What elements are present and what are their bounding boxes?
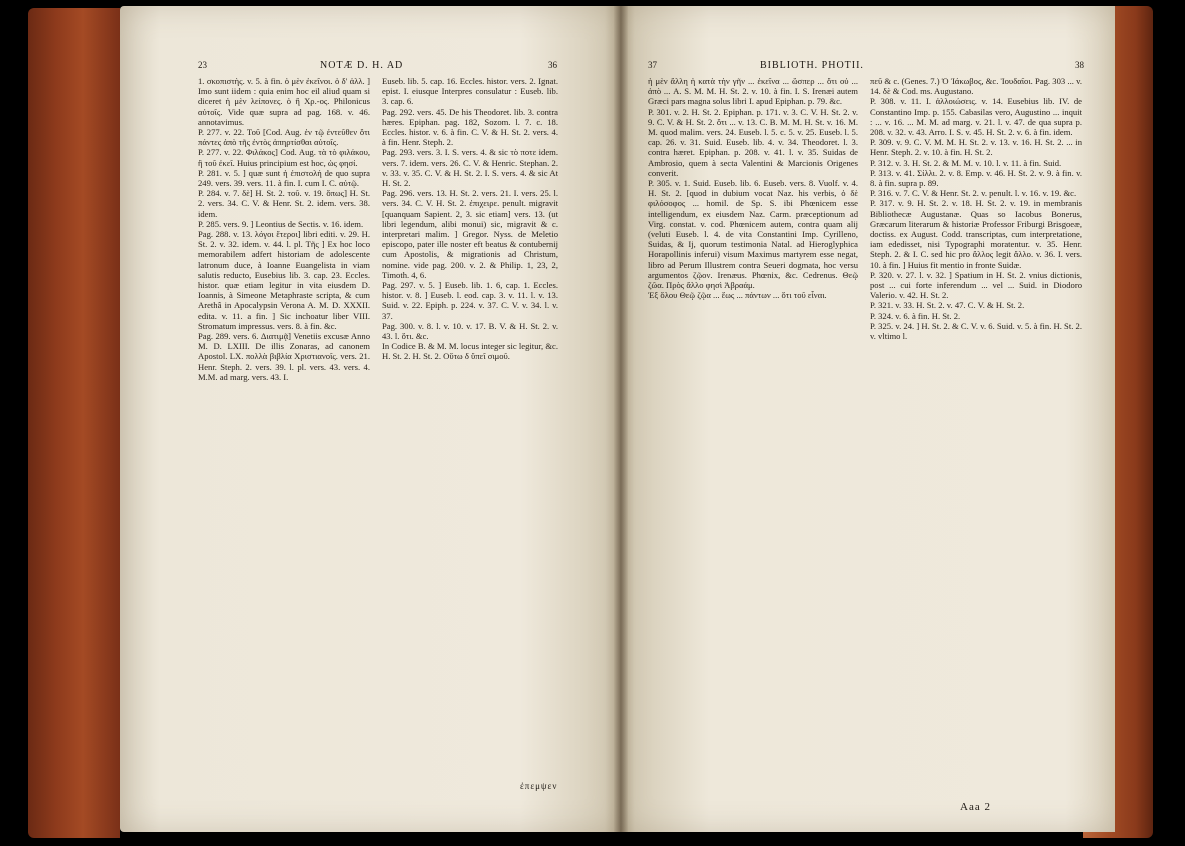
text-paragraph: Pag. 300. v. 8. l. v. 10. v. 17. B. V. & H. St. 2. v. 43. l. ὅτι. &c. — [382, 320, 558, 342]
left-page-number: 23 — [198, 60, 207, 70]
text-paragraph: Pag. 297. v. 5. ] Euseb. lib. 1. 6, cap. 1. Eccles. histor. v. 8. ] Euseb. l. eod. cap. 3. v. 11. l. v. 13. Suid. v. 22. Epiph. p. 224. v. 37. C. V. v. 34. l. v. 37. — [382, 280, 558, 321]
right-page — [620, 6, 1115, 832]
text-paragraph: P. 301. v. 2. H. St. 2. Epiphan. p. 171. v. 3. C. V. H. St. 2. v. 9. C. V. & H. St. 2. ὅτι ... v. 13. C. B. M. M. H. St. v. 16. M. M. quod malim. vers. 24. Euseb. l. 5. c. 5. v. 25. Euseb. l. 5. cap. 26. v. 31. Suid. Euseb. lib. 4. v. 34. Theodoret. l. 3. contra hæret. Epiphan. p. 208. v. 41. l. v. 35. Suidas de Ambrosio, quem à secta Valentini & Marcionis Origenes converit. — [648, 106, 858, 178]
text-paragraph: Ἐξ ὅλου Θεῷ ζῷα ... ἕως ... πάντων ... ὅτι τοῦ εἶναι. — [648, 290, 827, 301]
text-paragraph: P. 308. v. 11. I. ἀλλοιώσεις. v. 14. Eusebius lib. IV. de Constantino Imp. p. 155. Cabasilas vero, Augustino ... inquit : ... v. 16. ... M. M. ad marg. v. 21. l. v. 47. de qua supra p. 208. v. 32. v. 43. Arro. I. S. v. 45. H. St. 2. v. 6. à fin. idem. — [870, 96, 1082, 138]
open-book — [28, 0, 1153, 846]
text-paragraph: P. 281. v. 5. ] quæ sunt ἡ ἐπιστολή de quo supra 249. vers. 39. vers. 11. à fin. I. cum I. C. αὐτῷ. — [198, 167, 370, 189]
left-column-1 — [198, 76, 370, 786]
text-paragraph: Euseb. lib. 5. cap. 16. Eccles. histor. vers. 2. Ignat. epist. I. eiusque Interpres consulatur : Euseb. lib. 3. cap. 6. — [382, 76, 558, 107]
text-paragraph: P. 284. v. 7. δὲ] H. St. 2. τοῦ. v. 19. ὅπως] H. St. 2. vers. 34. C. V. & Henr. St. 2. idem. vers. 38. idem. — [198, 188, 370, 219]
left-column-2 — [382, 76, 558, 778]
text-paragraph: Pag. 293. vers. 3. I. S. vers. 4. & sic τὸ ποτε idem. vers. 7. idem. vers. 26. C. V. & Henric. Stephan. 2. v. 33. v. 35. C. V. & H. St. 2. I. S. vers. 4. & sic At H. St. 2. — [382, 147, 558, 189]
text-paragraph: P. 324. v. 6. à fin. H. St. 2. — [870, 310, 961, 321]
text-paragraph: P. 285. vers. 9. ] Leontius de Sectis. v. 16. idem. — [198, 218, 364, 229]
left-page-number-right: 36 — [548, 60, 557, 70]
right-page-number: 38 — [1075, 60, 1084, 70]
left-page — [120, 6, 620, 832]
book-gutter — [614, 6, 628, 832]
text-paragraph: Pag. 296. vers. 13. H. St. 2. vers. 21. I. vers. 25. l. vers. 34. C. V. H. St. 2. ἐπιχειρε. penult. migravit [quanquam Sapient. 2, 3. sic etiam] vers. 13. (ut libri legendum, alibi monui) sic, migravit & c. interpretari malim. ] Gregor. Nyss. de Meletio episcopo, pater ille noster eft beatus & contubernij cum Apostolis, & migrationis ad Christum, nomine. vide pag. 200. v. 2. & Philip. 1, 23, 2, Timoth. 4, 6. — [382, 188, 558, 280]
text-paragraph: Pag. 288. v. 13. λόγοι ἕτεροι] libri editi. v. 29. H. St. 2. v. 32. idem. v. 44. l. pl. Τῆς ] Ex hoc loco memorabilem adfert historiam de adolescente latronum duce, à Ioanne Euangelista in viam salutis reducto, Eusebius lib. 3. cap. 23. Eccles. histor. quæ etiam legitur in vita eiusdem D. Ioannis, à Simeone Metaphraste scripta, & cum Arethâ in Apocalypsin Verona A. M. D. XXXII. edita. v. 11. a fin. ] Sic inchoatur liber VIII. Stromatum impressus. vers. 8. à fin. &c. — [198, 229, 370, 331]
book-edge-left — [28, 8, 120, 838]
right-column-2 — [870, 76, 1082, 798]
text-paragraph: P. 312. v. 3. H. St. 2. & M. M. v. 10. l. v. 11. à fin. Suid. — [870, 157, 1062, 168]
text-paragraph: P. 316. v. 7. C. V. & Henr. St. 2. v. penult. l. v. 16. v. 19. &c. — [870, 188, 1077, 199]
text-paragraph: πεῦ & c. (Genes. 7.) Ὁ Ἰάκωβος, &c. Ἰουδαῖοι. Pag. 303 ... v. 14. δὲ & Cod. ms. Augustano. — [870, 76, 1082, 97]
text-paragraph: P. 277. v. 22. Φιλάκος] Cod. Aug. τὰ τὸ φιλάκου, ἢ τοῦ ἐκεῖ. Huius principium est hoc, ὡς φησί. — [198, 147, 370, 168]
text-paragraph: Pag. 292. vers. 45. De his Theodoret. lib. 3. contra hæres. Epiphan. pag. 182, Sozom. l. 7. c. 18. Eccles. histor. v. 6. à fin. C. V. & H. St. 2. vers. 4. à fin. Henr. Steph. 2. — [382, 106, 558, 148]
text-paragraph: P. 321. v. 33. H. St. 2. v. 47. C. V. & H. St. 2. — [870, 300, 1025, 311]
text-paragraph: P. 320. v. 27. l. v. 32. ] Spatium in H. St. 2. vnius dictionis, post ... cui forte inferendum ... vel ... Suid. in Diodoro Valerio. v. 42. H. St. 2. — [870, 269, 1082, 301]
text-paragraph: ἡ μὲν ἄλλη ἡ κατὰ τὴν γῆν ... ἐκεῖνα ... ὥσπερ ... ὅτι οὐ ... ἀπὸ ... A. S. M. M. H. St. 2. v. 10. à fin. I. S. Irenæi autem Græci pars magna solus libri I. apud Epiphan. p. 79. &c. — [648, 76, 858, 107]
text-paragraph: P. 317. v. 9. H. St. 2. v. 18. H. St. 2. v. 19. in membranis Bibliothecæ Augustanæ. Quas so Iacobus Bonerus, Græcarum literarum & historiæ Professor Friburgi Brisgoeæ, doctiss. ex August. Codd. transcriptas, cum interpretatione, iam ededisset, nisi Typographi moratentur. v. 35. Henr. Steph. 2. & I. C. sed hic pro ἄλλος legit ἄλλο. v. 36. I. vers. 10. à fin. ] Huius fit mentio in fronte Suidæ. — [870, 198, 1082, 270]
right-column-1 — [648, 76, 858, 801]
catchword: ἐπεμψεν — [520, 781, 558, 791]
text-paragraph: P. 309. v. 9. C. V. M. M. H. St. 2. v. 13. v. 16. H. St. 2. ... in Henr. Steph. 2. v. 10. à fin. H. St. 2. — [870, 137, 1082, 158]
right-page-header: BIBLIOTH. PHOTII. — [760, 60, 864, 71]
text-paragraph: P. 305. v. 1. Suid. Euseb. lib. 6. Euseb. vers. 8. Vuolf. v. 4. H. St. 2. [quod in dubium vocat Naz. his verbis, ὁ δὲ φιλόσοφος ... homil. de Sp. S. ibi Phœnicem esse intelligendum, ex eiusdem Naz. Carm. præceptionum ad Virg. constat. v. cod. Phœnicem autem, contra quam alij (veluti Euseb. l. 4. de vita Constantini Imp. Cyrilleno, Suidas, & Ij, quorum testimonia Natal. ad Hieroglyphica Horapollinis inferui) visum Maximus martyrem esse negat, libro ad Perum Illustrem contra Seueri dogmata, hoc versu argumentos ζῷον. Irenæus. Phœnix, &c. Cedrenus. Θεῷ ζῶα. Πρὸς ἄλλο φησὶ Ἀβραάμ. — [648, 178, 858, 291]
signature-mark: Aaa 2 — [960, 801, 991, 813]
text-paragraph: In Codice B. & M. M. locus integer sic legitur, &c. H. St. 2. H. St. 2. Οὕτω δ ὕπεῖ σιμοῦ. — [382, 341, 558, 362]
right-page-number-left: 37 — [648, 60, 657, 70]
text-paragraph: P. 313. v. 41. Σίλλι. 2. v. 8. Emp. v. 46. H. St. 2. v. 9. à fin. v. 8. à fin. supra p. 89. — [870, 167, 1082, 189]
text-paragraph: P. 325. v. 24. ] H. St. 2. & C. V. v. 6. Suid. v. 5. à fin. H. St. 2. v. vltimo l. — [870, 320, 1082, 342]
text-paragraph: 1. σκοπιστὴς. v. 5. à fin. ὁ μὲν ἐκεῖνοι. ὁ δ' ἀλλ. ] Imo sunt iidem : quia enim hoc eil aliud quam si diceret ἡ μὲν λείπονες. ὁ ἢ Χρ.-ος. Philonicus αὐτοῖς. Vide quæ supra ad pag. 168. v. 46. annotavimus. — [198, 76, 370, 127]
text-paragraph: P. 277. v. 22. Τοῦ [Cod. Aug. ἐν τῷ ἐντεῦθεν ὅτι πάντες ἀπὸ τῆς ἐντὸς ἀπηρτίσθαι αὐτοῖς. — [198, 127, 370, 148]
text-paragraph: Pag. 289. vers. 6. Διατιμᾷ] Venetiis excusæ Anno M. D. LXIII. De illis Zonaras, ad canonem Apostol. LX. πολλὰ βιβλία Χριστιανοῖς. vers. 21. Henr. Steph. 2. vers. 39. l. pl. vers. 43. vers. 4. M.M. ad marg. vers. 43. I. — [198, 331, 370, 382]
left-page-header: NOTÆ D. H. AD — [320, 60, 404, 71]
